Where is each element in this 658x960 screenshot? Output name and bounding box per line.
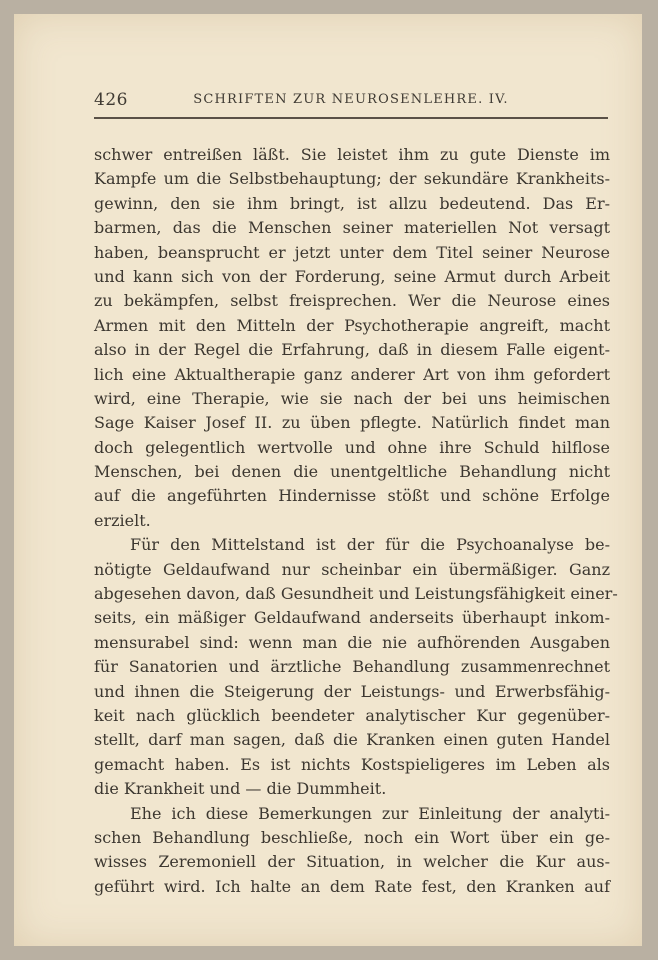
text-line: keit nach glücklich beendeter analytischer Kur gegenüber- xyxy=(94,705,610,725)
text-line: abgesehen davon, daß Gesundheit und Leistungsfähigkeit einer- xyxy=(94,584,618,604)
text-line: und kann sich von der Forderung, seine Armut durch Arbeit xyxy=(94,266,610,286)
text-line: wisses Zeremoniell der Situation, in welcher die Kur aus- xyxy=(94,852,610,872)
text-line: also in der Regel die Erfahrung, daß in diesem Falle eigent- xyxy=(94,340,610,360)
text-line: die Krankheit und — die Dummheit. xyxy=(94,779,387,799)
text-line: Ehe ich diese Bemerkungen zur Einleitung der analyti- xyxy=(130,803,610,823)
text-line: zu bekämpfen, selbst freisprechen. Wer die Neurose eines xyxy=(94,291,610,311)
text-line: erzielt. xyxy=(94,510,151,530)
text-line: Sage Kaiser Josef II. zu üben pflegte. Natürlich findet man xyxy=(94,413,610,433)
running-title: SCHRIFTEN ZUR NEUROSENLEHRE. IV. xyxy=(193,92,509,107)
text-line: haben, beansprucht er jetzt unter dem Titel seiner Neurose xyxy=(94,242,610,262)
text-line: geführt wird. Ich halte an dem Rate fest, den Kranken auf xyxy=(94,876,610,896)
text-line: auf die angeführten Hindernisse stößt und schöne Erfolge xyxy=(94,486,610,506)
text-line: gewinn, den sie ihm bringt, ist allzu bedeutend. Das Er- xyxy=(94,193,610,213)
text-line: doch gelegentlich wertvolle und ohne ihre Schuld hilflose xyxy=(94,437,610,457)
header-rule xyxy=(94,117,608,119)
text-line: Menschen, bei denen die unentgeltliche Behandlung nicht xyxy=(94,462,610,482)
book-page xyxy=(14,14,642,946)
text-line: Armen mit den Mitteln der Psychotherapie angreift, macht xyxy=(94,315,610,335)
text-line: mensurabel sind: wenn man die nie aufhörenden Ausgaben xyxy=(94,632,610,652)
text-line: stellt, darf man sagen, daß die Kranken einen guten Handel xyxy=(94,730,610,750)
text-line: schen Behandlung beschließe, noch ein Wort über ein ge- xyxy=(94,827,610,847)
text-line: barmen, das die Menschen seiner materiellen Not versagt xyxy=(94,218,610,238)
text-line: gemacht haben. Es ist nichts Kostspieligeres im Leben als xyxy=(94,754,610,774)
text-line: für Sanatorien und ärztliche Behandlung zusammenrechnet xyxy=(94,657,610,677)
page-header xyxy=(94,90,608,112)
text-line: seits, ein mäßiger Geldaufwand anderseits überhaupt inkom- xyxy=(94,608,610,628)
page-number: 426 xyxy=(94,90,128,110)
text-line: wird, eine Therapie, wie sie nach der bei uns heimischen xyxy=(94,388,610,408)
body-text xyxy=(94,143,618,899)
text-line: und ihnen die Steigerung der Leistungs- und Erwerbsfähig- xyxy=(94,681,610,701)
text-line: schwer entreißen läßt. Sie leistet ihm zu gute Dienste im xyxy=(94,145,610,164)
text-line: Kampfe um die Selbstbehauptung; der sekundäre Krankheits- xyxy=(94,169,610,189)
text-line: Für den Mittelstand ist der für die Psychoanalyse be- xyxy=(130,535,610,555)
text-line: nötigte Geldaufwand nur scheinbar ein übermäßiger. Ganz xyxy=(94,559,610,579)
text-line: lich eine Aktualtherapie ganz anderer Art von ihm gefordert xyxy=(94,364,610,384)
